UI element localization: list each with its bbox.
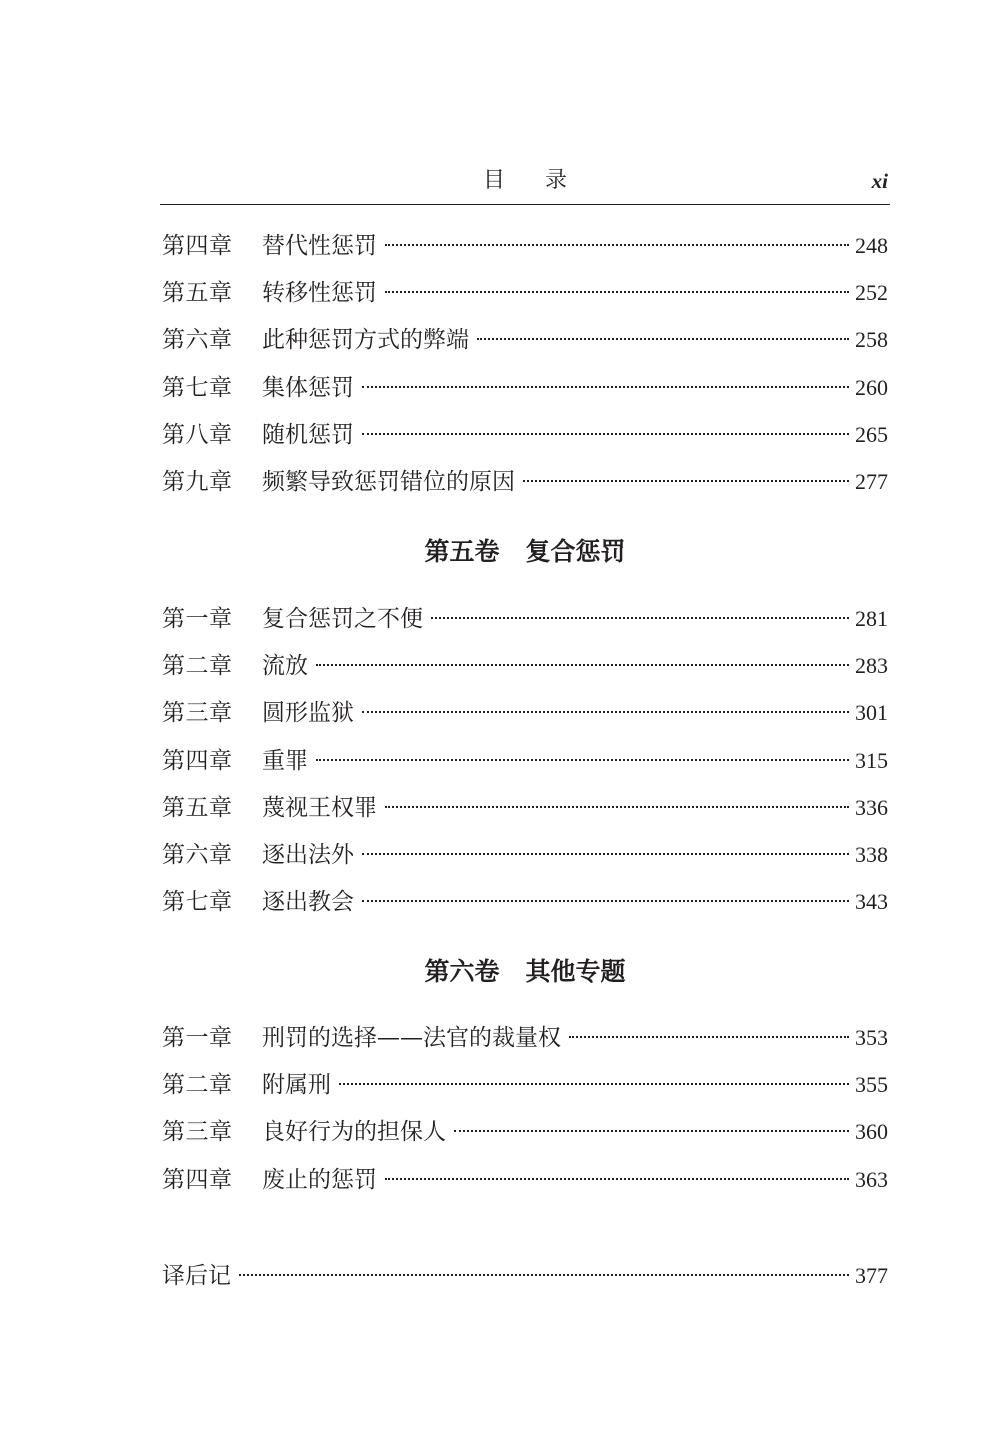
- toc-entry[interactable]: [162, 411, 888, 458]
- page-number: 338: [855, 841, 888, 867]
- chapter-title: 废止的惩罚: [262, 1166, 377, 1193]
- page-folio: xi: [871, 169, 888, 193]
- chapter-title: 复合惩罚之不便: [262, 606, 423, 632]
- chapter-title: 蔑视王权罪: [262, 794, 377, 821]
- toc-entry[interactable]: [162, 1108, 888, 1155]
- toc-entry[interactable]: [162, 1156, 888, 1203]
- toc-entry[interactable]: [162, 1014, 888, 1061]
- toc-entry[interactable]: [162, 364, 888, 411]
- toc-entry[interactable]: [162, 1061, 888, 1108]
- toc-entry[interactable]: [162, 737, 888, 784]
- running-title: 目录: [482, 168, 607, 193]
- toc-entry[interactable]: [162, 784, 888, 831]
- dot-leader: [316, 664, 849, 666]
- chapter-title: 替代性惩罚: [262, 233, 377, 259]
- dot-leader: [385, 806, 849, 808]
- chapter-number: 第四章: [162, 747, 233, 774]
- page-number: 248: [855, 233, 888, 258]
- volume-heading: [160, 952, 890, 992]
- toc-entry[interactable]: [162, 222, 888, 269]
- page-number: 336: [855, 794, 888, 820]
- chapter-number: 第三章: [162, 1119, 233, 1146]
- chapter-number: 第二章: [162, 653, 233, 680]
- dot-leader: [385, 1178, 849, 1180]
- page-number: 343: [855, 889, 888, 915]
- dot-leader: [523, 480, 849, 482]
- dot-leader: [362, 853, 849, 855]
- chapter-number: 第八章: [162, 421, 233, 448]
- dot-leader: [454, 1130, 849, 1132]
- page-number: 377: [855, 1263, 888, 1288]
- dot-leader: [431, 617, 849, 619]
- chapter-title: 频繁导致惩罚错位的原因: [262, 468, 515, 495]
- chapter-number: 第九章: [162, 468, 233, 495]
- chapter-title: 逐出法外: [262, 841, 354, 868]
- page-number: 360: [855, 1119, 888, 1145]
- volume-heading: [160, 532, 890, 572]
- page-number: 353: [855, 1025, 888, 1050]
- dot-leader: [362, 900, 849, 902]
- chapter-number: 第三章: [162, 700, 233, 727]
- dot-leader: [316, 759, 849, 761]
- chapter-number: 第一章: [162, 606, 233, 632]
- dot-leader: [339, 1083, 849, 1085]
- toc-entry[interactable]: [162, 642, 888, 689]
- afterword-title: 译后记: [162, 1263, 231, 1289]
- chapter-number: 第七章: [162, 374, 233, 401]
- toc-group-volume5: [162, 595, 888, 925]
- dot-leader: [362, 711, 849, 713]
- page-number: 258: [855, 327, 888, 353]
- toc-entry[interactable]: [162, 878, 888, 925]
- volume-label: 第六卷: [424, 957, 500, 986]
- toc-group-continued: [162, 222, 888, 505]
- toc-entry[interactable]: [162, 269, 888, 316]
- chapter-title: 随机惩罚: [262, 421, 354, 448]
- chapter-number: 第四章: [162, 1166, 233, 1193]
- volume-title: 其他专题: [525, 957, 626, 986]
- chapter-title: 转移性惩罚: [262, 280, 377, 307]
- dot-leader: [477, 338, 849, 340]
- chapter-title: 流放: [262, 653, 308, 680]
- toc-entry-afterword[interactable]: [162, 1252, 888, 1299]
- volume-title: 复合惩罚: [525, 537, 626, 566]
- volume-label: 第五卷: [424, 537, 500, 566]
- chapter-number: 第一章: [162, 1025, 233, 1051]
- chapter-title: 重罪: [262, 747, 308, 774]
- toc-afterword: [162, 1252, 888, 1299]
- chapter-title: 集体惩罚: [262, 374, 354, 401]
- chapter-number: 第六章: [162, 327, 233, 354]
- page-number: 260: [855, 374, 888, 400]
- dot-leader: [362, 433, 849, 435]
- chapter-number: 第五章: [162, 280, 233, 307]
- chapter-number: 第七章: [162, 889, 233, 916]
- toc-entry[interactable]: [162, 316, 888, 363]
- page-number: 265: [855, 421, 888, 447]
- dot-leader: [385, 291, 849, 293]
- toc-entry[interactable]: [162, 458, 888, 505]
- page-number: 277: [855, 468, 888, 494]
- page-number: 363: [855, 1166, 888, 1192]
- toc-entry[interactable]: [162, 689, 888, 736]
- dot-leader: [385, 244, 849, 246]
- chapter-number: 第二章: [162, 1072, 233, 1099]
- page-number: 355: [855, 1072, 888, 1098]
- toc-entry[interactable]: [162, 595, 888, 642]
- toc-group-volume6: [162, 1014, 888, 1203]
- page-number: 301: [855, 700, 888, 726]
- dot-leader: [239, 1274, 849, 1276]
- chapter-title: 此种惩罚方式的弊端: [262, 327, 469, 354]
- chapter-number: 第六章: [162, 841, 233, 868]
- page-number: 252: [855, 280, 888, 306]
- page-number: 281: [855, 606, 888, 631]
- chapter-number: 第四章: [162, 233, 233, 259]
- chapter-title: 逐出教会: [262, 889, 354, 916]
- page-number: 315: [855, 747, 888, 773]
- chapter-title: 良好行为的担保人: [262, 1119, 446, 1146]
- chapter-title: 刑罚的选择——法官的裁量权: [262, 1025, 561, 1051]
- running-head: [160, 166, 890, 205]
- chapter-number: 第五章: [162, 794, 233, 821]
- page-number: 283: [855, 653, 888, 679]
- dot-leader: [362, 386, 849, 388]
- toc-entry[interactable]: [162, 831, 888, 878]
- chapter-title: 圆形监狱: [262, 700, 354, 727]
- chapter-title: 附属刑: [262, 1072, 331, 1099]
- dot-leader: [569, 1036, 849, 1038]
